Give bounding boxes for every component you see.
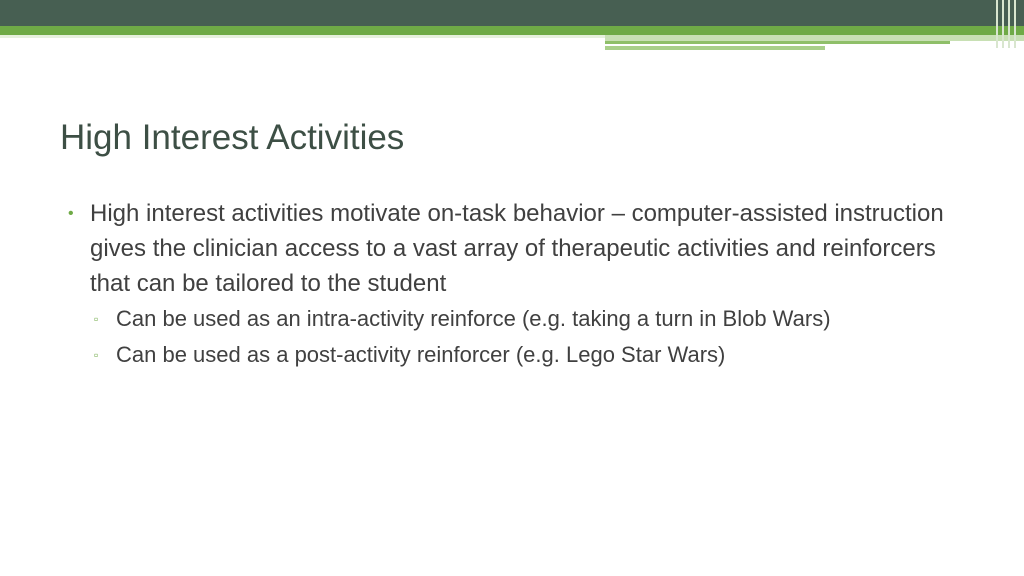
bullet-text: High interest activities motivate on-task behavior – computer-assisted instruction gives the clinician access to a vast array of therapeutic activities and reinforcers that can be tailored to the student: [90, 200, 944, 297]
sub-bullet-text: Can be used as an intra-activity reinforce (e.g. taking a turn in Blob Wars): [116, 306, 831, 331]
bullet-dot-icon: •: [68, 205, 74, 222]
header-band-green: [0, 26, 1024, 35]
header-stripes: [992, 0, 1024, 48]
header-accent-line: [605, 41, 950, 44]
sub-bullet-square-icon: ▫: [94, 312, 99, 326]
header-band-dark: [0, 0, 1024, 26]
header-accent-line: [605, 46, 825, 50]
slide-title: High Interest Activities: [60, 118, 405, 157]
slide-body: [68, 196, 968, 373]
sub-bullet-text: Can be used as a post-activity reinforcer (e.g. Lego Star Wars): [116, 342, 726, 367]
header-band-pale: [0, 35, 605, 38]
sub-bullet-square-icon: ▫: [94, 348, 99, 362]
sub-bullet-item: [94, 337, 968, 373]
sub-bullet-item: [94, 301, 968, 337]
bullet-item: [68, 196, 968, 301]
